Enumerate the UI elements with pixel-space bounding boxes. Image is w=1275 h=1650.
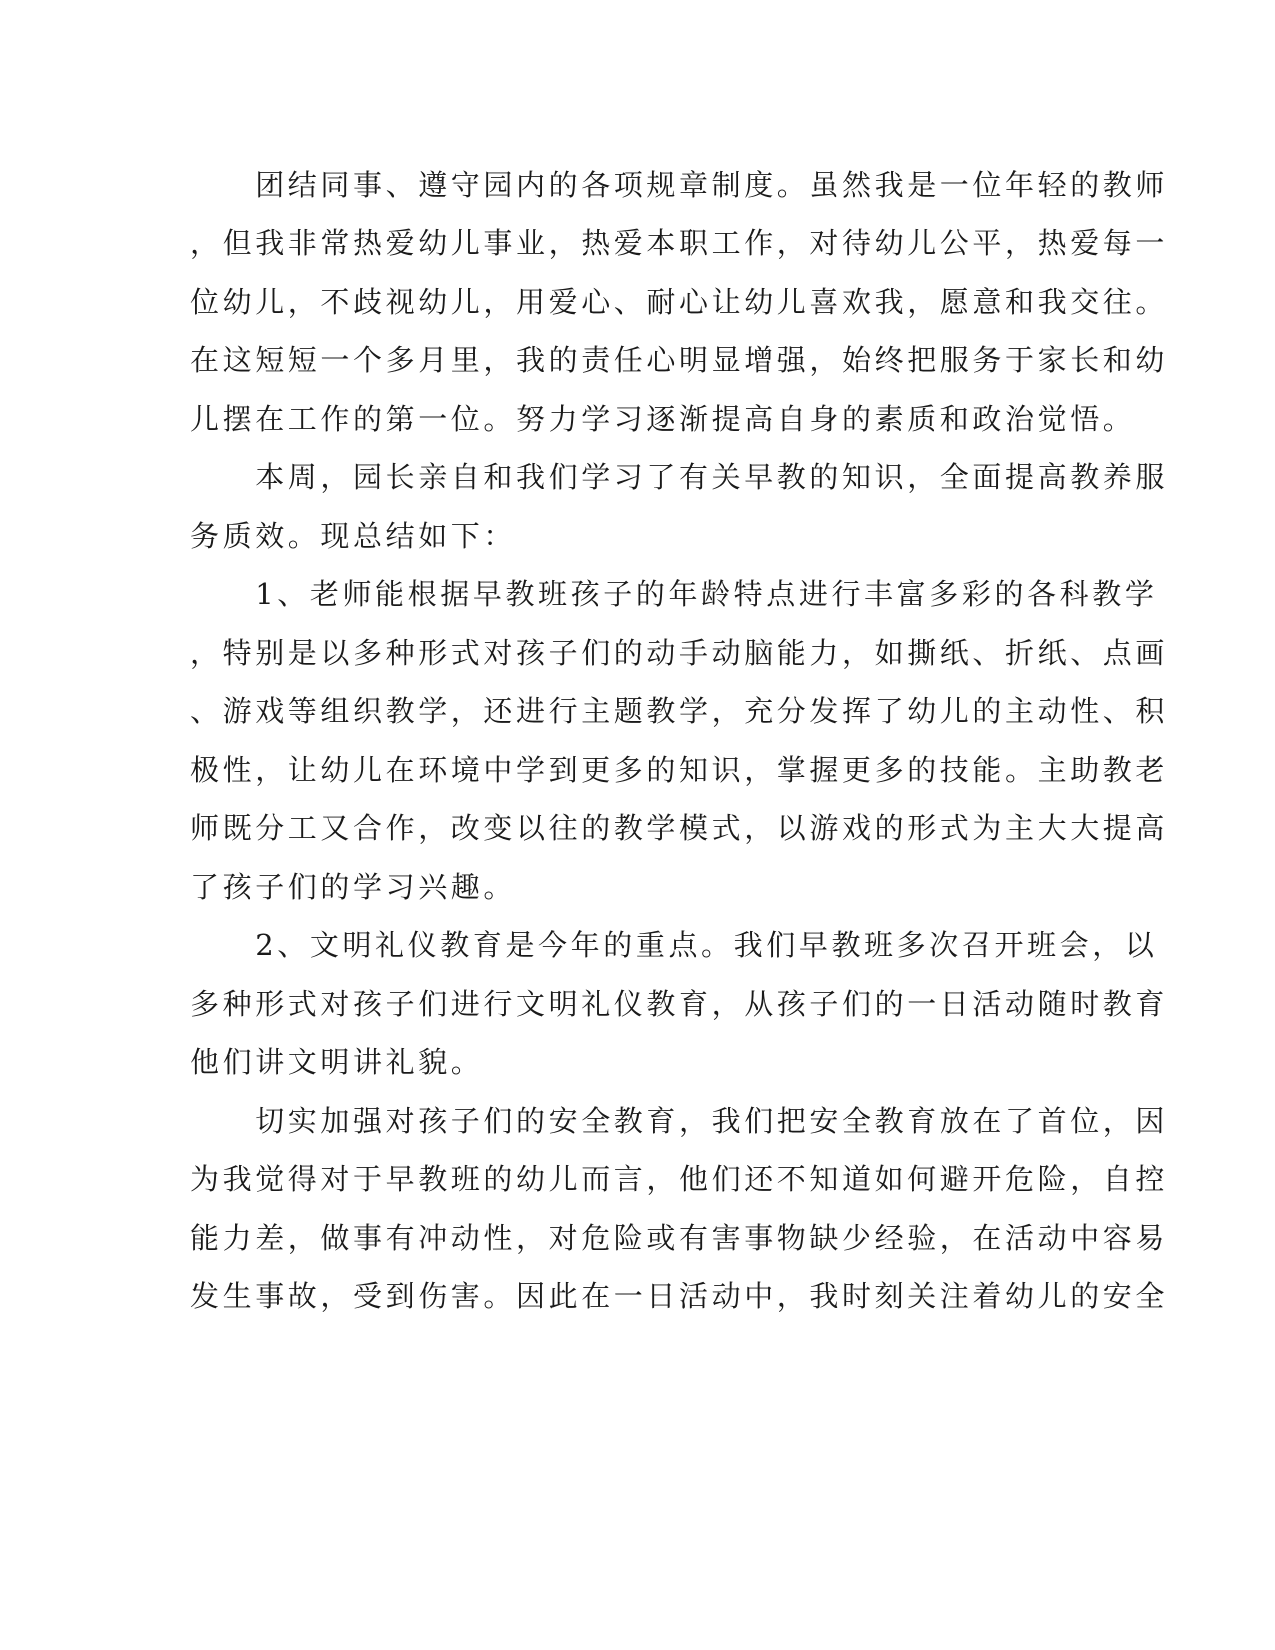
text-line: 位幼儿，不歧视幼儿，用爱心、耐心让幼儿喜欢我，愿意和我交往。 bbox=[190, 285, 1169, 319]
text-line: 极性，让幼儿在环境中学到更多的知识，掌握更多的技能。主助教老 bbox=[190, 753, 1169, 787]
text-line: 本周，园长亲自和我们学习了有关早教的知识，全面提高教养服 bbox=[190, 460, 1169, 494]
text-line: ，但我非常热爱幼儿事业，热爱本职工作，对待幼儿公平，热爱每一 bbox=[190, 226, 1169, 260]
text-line: 为我觉得对于早教班的幼儿而言，他们还不知道如何避开危险，自控 bbox=[190, 1162, 1169, 1196]
text-line: 能力差，做事有冲动性，对危险或有害事物缺少经验，在活动中容易 bbox=[190, 1221, 1169, 1255]
text-line: 1、老师能根据早教班孩子的年龄特点进行丰富多彩的各科教学 bbox=[190, 577, 1158, 611]
text-line: 切实加强对孩子们的安全教育，我们把安全教育放在了首位，因 bbox=[190, 1104, 1169, 1138]
text-line: 他们讲文明讲礼貌。 bbox=[190, 1045, 484, 1079]
text-line: 师既分工又合作，改变以往的教学模式，以游戏的形式为主大大提高 bbox=[190, 811, 1169, 845]
text-line: 务质效。现总结如下： bbox=[190, 519, 517, 553]
text-line: 发生事故，受到伤害。因此在一日活动中，我时刻关注着幼儿的安全 bbox=[190, 1279, 1169, 1313]
text-line: 了孩子们的学习兴趣。 bbox=[190, 870, 517, 904]
text-line: 儿摆在工作的第一位。努力学习逐渐提高自身的素质和政治觉悟。 bbox=[190, 402, 1136, 436]
text-line: 在这短短一个多月里，我的责任心明显增强，始终把服务于家长和幼 bbox=[190, 343, 1169, 377]
text-line: 、游戏等组织教学，还进行主题教学，充分发挥了幼儿的主动性、积 bbox=[190, 694, 1169, 728]
text-line: 多种形式对孩子们进行文明礼仪教育，从孩子们的一日活动随时教育 bbox=[190, 987, 1169, 1021]
text-line: 团结同事、遵守园内的各项规章制度。虽然我是一位年轻的教师 bbox=[190, 168, 1169, 202]
text-line: ，特别是以多种形式对孩子们的动手动脑能力，如撕纸、折纸、点画 bbox=[190, 636, 1169, 670]
text-line: 2、文明礼仪教育是今年的重点。我们早教班多次召开班会，以 bbox=[190, 928, 1158, 962]
